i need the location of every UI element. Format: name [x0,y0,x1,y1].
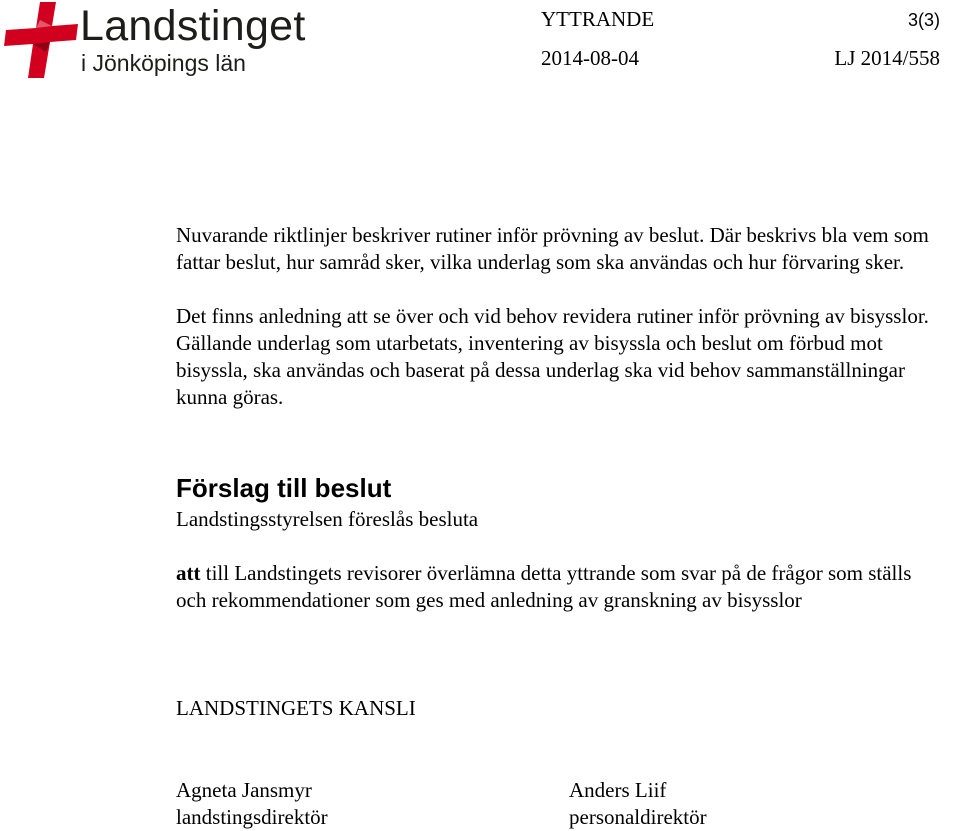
signature-title: personaldirektör [569,805,707,829]
logo-name: Landstinget [80,2,306,50]
paragraph-2: Det finns anledning att se över och vid behov revidera rutiner inför prövning av bisysslor. Gällande underlag som utarbetats, inventering av bisyssla och beslut om förbud mot bisyssla, ska användas och baserat på dessa underlag ska vid behov sammanställningar kunna göras. [176,304,929,409]
office-name: LANDSTINGETS KANSLI [176,696,416,720]
signature-name: Anders Liif [569,778,667,802]
signature-name: Agneta Jansmyr [176,778,312,802]
cross-icon [0,0,80,80]
signature-title: landstingsdirektör [176,805,328,829]
decision-keyword: att [176,561,201,585]
proposal-intro: Landstingsstyrelsen föreslås besluta [176,507,479,531]
landstinget-logo [0,0,320,80]
signature-block [569,777,707,831]
proposal-heading: Förslag till beslut [176,473,392,503]
document-type: YTTRANDE [541,7,655,31]
document-date: 2014-08-04 [541,46,639,70]
paragraph-1: Nuvarande riktlinjer beskriver rutiner inför prövning av beslut. Där beskrivs bla vem som fattar beslut, hur samråd sker, vilka underlag som ska användas och hur förvaring sker. [176,223,929,274]
logo-subtitle: i Jönköpings län [81,50,246,76]
page-number: 3(3) [907,10,940,30]
document-reference: LJ 2014/558 [834,46,940,70]
signature-block [176,777,328,831]
proposal-decision [176,560,946,614]
decision-text: till Landstingets revisorer överlämna detta yttrande som svar på de frågor som ställs och rekommendationer som ges med anledning av granskning av bisysslor [176,561,912,612]
